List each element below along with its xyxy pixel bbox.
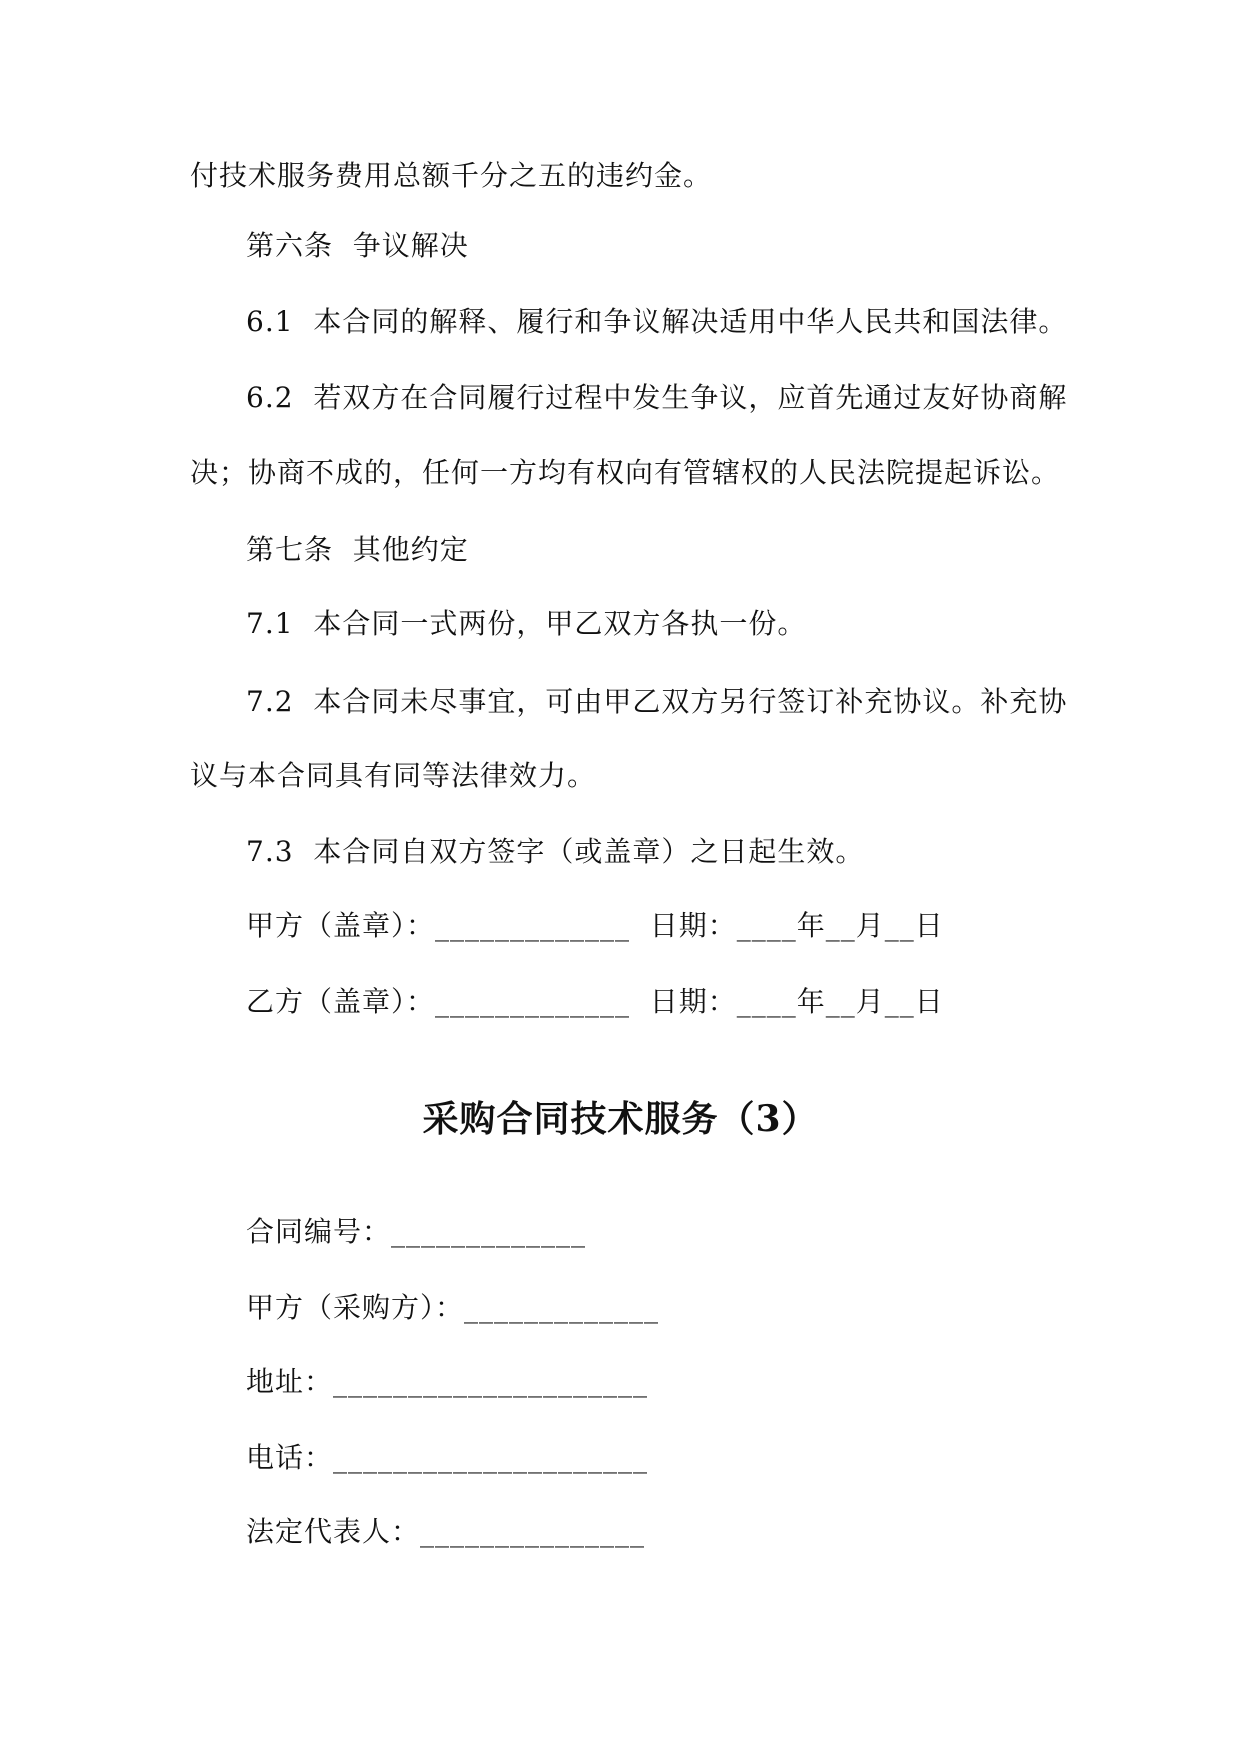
clause-7-2: 7.2 本合同未尽事宜，可由甲乙双方另行签订补充协议。补充协 bbox=[246, 685, 1068, 718]
contract-number-field: 合同编号：_____________ bbox=[246, 1215, 587, 1248]
paragraph-line: 付技术服务费用总额千分之五的违约金。 bbox=[190, 159, 713, 192]
clause-7-1: 7.1 本合同一式两份，甲乙双方各执一份。 bbox=[246, 607, 807, 640]
clause-6-2: 6.2 若双方在合同履行过程中发生争议，应首先通过友好协商解 bbox=[246, 381, 1068, 414]
clause-7-2-continued: 议与本合同具有同等法律效力。 bbox=[190, 759, 597, 792]
article-heading: 第七条 其他约定 bbox=[246, 533, 469, 566]
clause-6-1: 6.1 本合同的解释、履行和争议解决适用中华人民共和国法律。 bbox=[246, 305, 1068, 338]
phone-field: 电话：_____________________ bbox=[246, 1441, 649, 1474]
party-a-signature-line: 甲方（盖章）：_____________ 日期：____年__月__日 bbox=[246, 909, 944, 942]
legal-representative-field: 法定代表人：_______________ bbox=[246, 1515, 646, 1548]
party-a-field: 甲方（采购方）：_____________ bbox=[246, 1291, 660, 1324]
contract-title: 采购合同技术服务（3） bbox=[422, 1098, 819, 1140]
clause-6-2-continued: 决；协商不成的，任何一方均有权向有管辖权的人民法院提起诉讼。 bbox=[190, 456, 1061, 489]
party-b-signature-line: 乙方（盖章）：_____________ 日期：____年__月__日 bbox=[246, 985, 944, 1018]
address-field: 地址：_____________________ bbox=[246, 1365, 649, 1398]
clause-7-3: 7.3 本合同自双方签字（或盖章）之日起生效。 bbox=[246, 835, 865, 868]
article-heading: 第六条 争议解决 bbox=[246, 229, 469, 262]
